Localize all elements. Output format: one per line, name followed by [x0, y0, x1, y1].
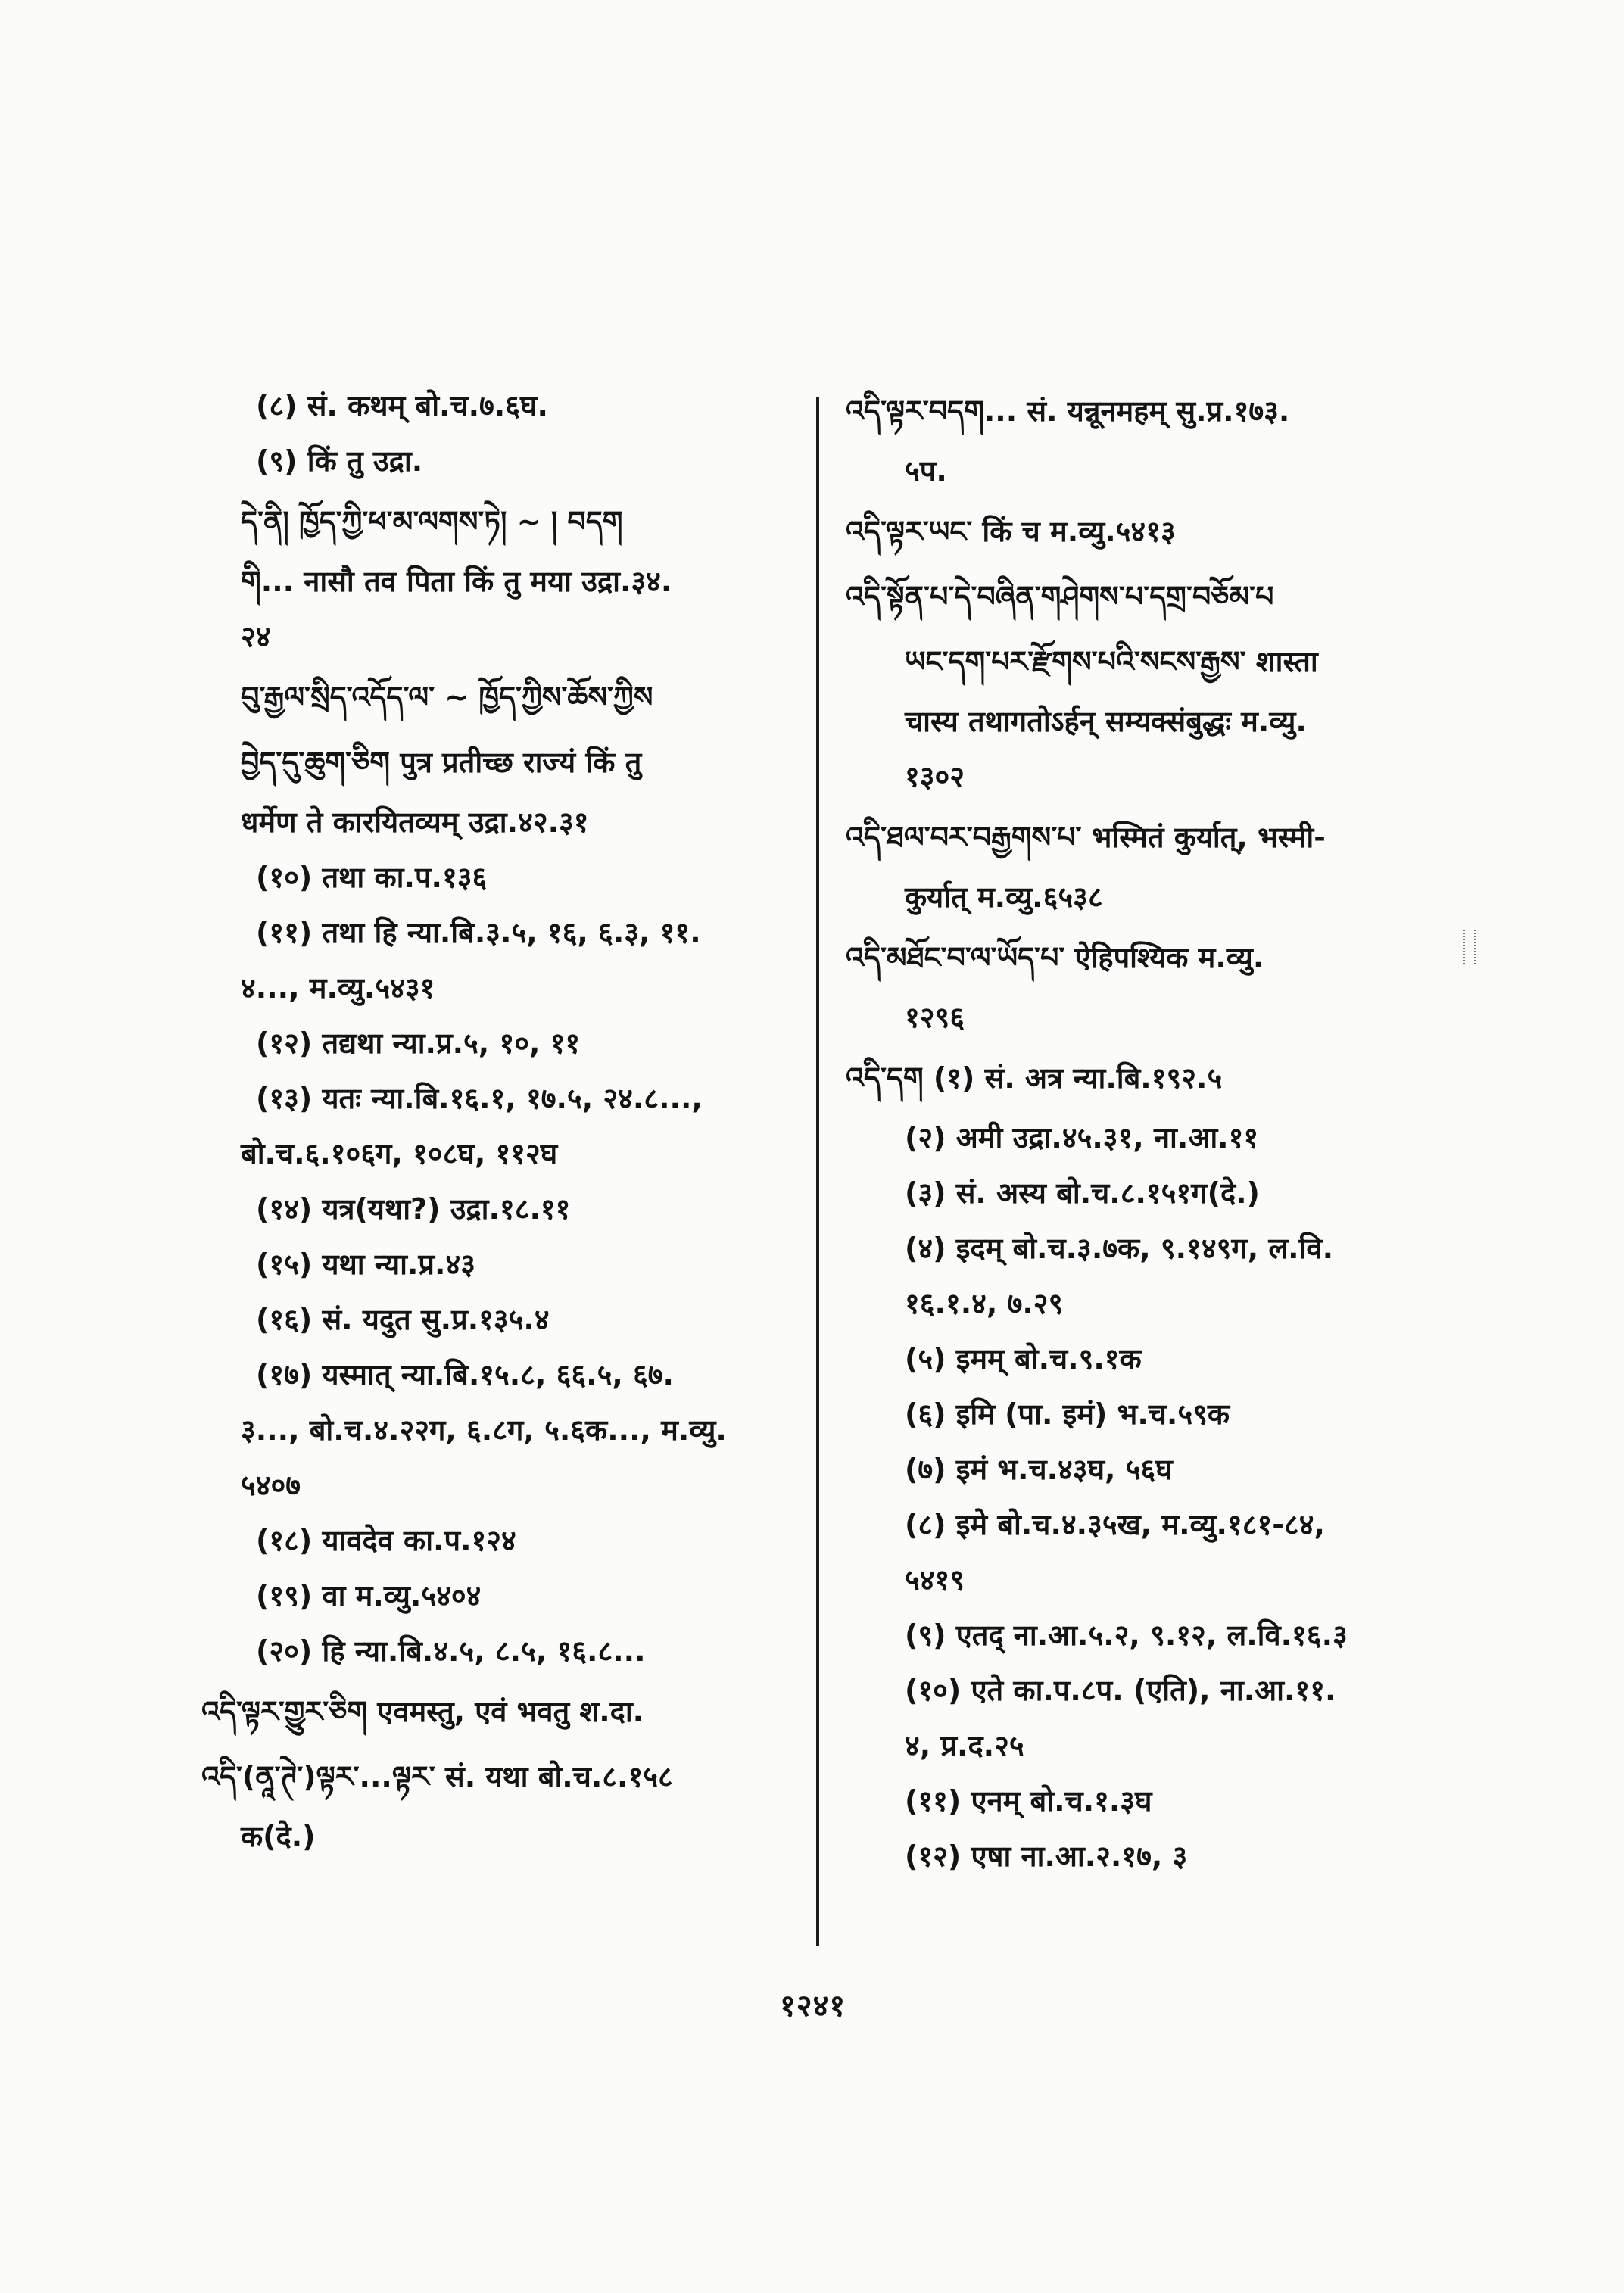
entry-line: (१४) यत्र(यथा?) उद्रा.१८.११	[256, 1192, 571, 1226]
headword-line: འདི་དག (१) सं. अत्र न्या.बि.१९२.५	[846, 1061, 1223, 1095]
headword-line: འདི་མཐོང་བ་ལ་ཡོད་པ་ ऐहिपश्यिक म.व्यु.	[846, 941, 1264, 974]
entry-line: (५) इमम् बो.च.९.१क	[905, 1342, 1142, 1375]
entry-line: (२०) हि न्या.बि.४.५, ८.५, १६.८...	[256, 1634, 646, 1668]
entry-line: बो.च.६.१०६ग, १०८घ, ११२घ	[241, 1137, 558, 1170]
entry-line: ५प.	[905, 454, 947, 488]
entry-line: ४, प्र.द.२५	[905, 1729, 1024, 1762]
entry-line: (१३) यतः न्या.बि.१६.१, १७.५, २४.८...,	[256, 1082, 703, 1115]
entry-line: (१७) यस्मात् न्या.बि.१५.८, ६६.५, ६७.	[256, 1358, 674, 1391]
entry-line: (१९) वा म.व्यु.५४०४	[256, 1579, 482, 1612]
entry-line: (९) किं तु उद्रा.	[256, 444, 423, 478]
entry-line: (१०) एते का.प.८प. (एति), ना.आ.११.	[905, 1674, 1336, 1707]
left-column	[201, 379, 831, 1865]
entry-line: (६) इमि (पा. इमं) भ.च.५९क	[905, 1397, 1230, 1431]
entry-line: (१२) एषा ना.आ.२.१७, ३	[905, 1840, 1188, 1873]
right-column	[846, 379, 1442, 1884]
headword-line: འདི་ལྟར་གྱུར་ཅིག एवमस्तु, एवं भवतु श.दा.	[201, 1695, 644, 1728]
entry-line: (४) इदम् बो.च.३.७क, ९.१४९ग, ल.वि.	[905, 1232, 1333, 1265]
entry-line: (१२) तद्यथा न्या.प्र.५, १०, ११	[256, 1027, 581, 1060]
entry-line: (८) इमे बो.च.४.३५ख, म.व्यु.१८१-८४,	[905, 1508, 1325, 1541]
entry-line: (९) एतद् ना.आ.५.२, ९.१२, ल.वि.१६.३	[905, 1618, 1348, 1652]
entry-line: (१०) तथा का.प.१३६	[256, 861, 488, 894]
entry-line: चास्य तथागतोऽर्हन् सम्यक्संबुद्धः म.व्यु.	[905, 705, 1307, 738]
headword-line: འདི་(ནཱ་ཊེ་)ལྟར་...ལྟར་ सं. यथा बो.च.८.१५८	[201, 1760, 673, 1793]
entry-line: क(दे.)	[241, 1820, 316, 1853]
entry-line: དེ་ནི། ཁྱོད་ཀྱི་ཕ་མ་ལགས་ཏེ། ~ ། བདག	[241, 505, 623, 538]
entry-line: ३..., बो.च.४.२२ग, ६.८ग, ५.६क..., म.व्यु.	[241, 1413, 727, 1447]
entry-line: धर्मेण ते कारयितव्यम् उद्रा.४२.३१	[241, 805, 589, 839]
entry-line: བྱེད་དུ་ཆུག་ཅིག पुत्र प्रतीच्छ राज्यं किं तु	[241, 746, 642, 779]
entry-line: (३) सं. अस्य बो.च.८.१५१ग(दे.)	[905, 1176, 1260, 1210]
entry-line: ४..., म.व्यु.५४३१	[241, 971, 435, 1005]
entry-line: གི... नासौ तव पिता किं तु मया उद्रा.३४.	[241, 565, 672, 598]
headword-line: འདི་སྟོན་པ་དེ་བཞིན་གཤེགས་པ་དགྲ་བཅོམ་པ	[846, 580, 1274, 613]
entry-line: ཡང་དག་པར་རྫོགས་པའི་སངས་རྒྱས་ शास्ता	[905, 645, 1318, 678]
entry-line: བུ་རྒྱལ་སྲིད་འདོད་ལ་ ~ ཁྱོད་ཀྱིས་ཆོས་ཀྱིས	[241, 681, 653, 714]
headword-line: འདི་ཐལ་བར་བརྒྱགས་པ་ भस्मितं कुर्यात्, भस्मी-	[846, 821, 1326, 854]
entry-line: (७) इमं भ.च.४३घ, ५६घ	[905, 1453, 1173, 1486]
entry-line: (८) सं. कथम् बो.च.७.६घ.	[256, 389, 548, 422]
entry-line: (११) तथा हि न्या.बि.३.५, १६, ६.३, ११.	[256, 916, 701, 949]
entry-line: १६.१.४, ७.२९	[905, 1287, 1064, 1320]
margin-mark	[1463, 930, 1476, 964]
entry-line: (२) अमी उद्रा.४५.३१, ना.आ.११	[905, 1121, 1259, 1154]
entry-line: (११) एनम् बो.च.१.३घ	[905, 1784, 1152, 1818]
column-divider	[816, 397, 819, 1946]
entry-line: १३०२	[905, 760, 965, 793]
entry-line: ५४१९	[905, 1563, 965, 1597]
entry-line: (१६) सं. यदुत सु.प्र.१३५.४	[256, 1303, 550, 1336]
page-number: १२४१	[780, 1989, 846, 2024]
entry-line: (१८) यावदेव का.प.१२४	[256, 1524, 516, 1557]
entry-line: १२९६	[905, 1001, 965, 1034]
entry-line: ५४०७	[241, 1469, 301, 1502]
headword-line: འདི་ལྟར་བདག... सं. यन्नूनमहम् सु.प्र.१७३.	[846, 394, 1290, 428]
entry-line: (१५) यथा न्या.प्र.४३	[256, 1248, 475, 1281]
entry-line: कुर्यात् म.व्यु.६५३८	[905, 880, 1103, 914]
headword-line: འདི་ལྟར་ཡང་ किं च म.व्यु.५४१३	[846, 515, 1176, 548]
entry-line: २४	[241, 620, 271, 653]
